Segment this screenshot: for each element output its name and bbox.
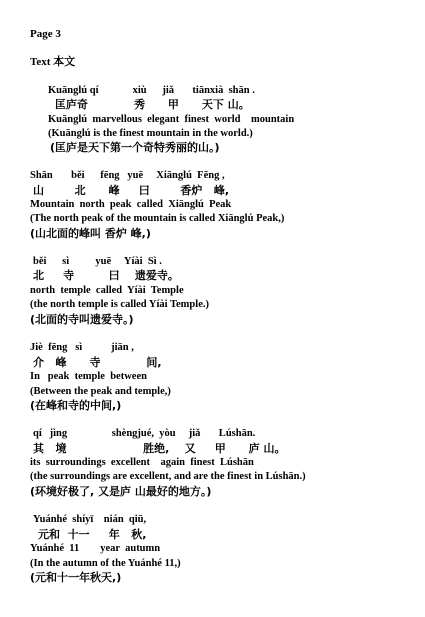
pinyin-line: Yuánhé shíyī nián qiū, <box>33 514 147 525</box>
chinese-line: 其 境 胜绝, 又 甲 庐 山。 <box>33 442 286 455</box>
section-label: Text 本文 <box>30 56 76 68</box>
translation-line: (Kuānglú is the finest mountain in the world.) <box>48 128 253 139</box>
chinese-line: 匡庐奇 秀 甲 天下 山。 <box>55 98 250 111</box>
chinese-note-line: (环境好极了, 又是庐 山最好的地方。) <box>30 485 212 498</box>
pinyin-line: běi sì yuē Yíài Sì . <box>33 256 162 267</box>
chinese-line: 山 北 峰 曰 香炉 峰, <box>33 184 230 197</box>
translation-line: (the surroundings are excellent, and are the finest in Lúshān.) <box>30 471 306 482</box>
english-gloss-line: Kuānglú marvellous elegant finest world mountain <box>48 114 295 125</box>
translation-line: (The north peak of the mountain is called Xiānglú Peak,) <box>30 213 285 224</box>
pinyin-line: Shān běi fēng yuē Xiānglú Fēng , <box>30 170 225 181</box>
chinese-line: 介 峰 寺 间, <box>33 356 162 369</box>
translation-line: (In the autumn of the Yuánhé 11,) <box>30 558 181 569</box>
english-gloss-line: Mountain north peak called Xiānglú Peak <box>30 199 232 210</box>
chinese-note-line: (匡庐是天下第一个奇特秀丽的山。) <box>50 141 220 154</box>
chinese-note-line: (北面的寺叫遗爱寺。) <box>30 313 134 326</box>
chinese-line: 元和 十一 年 秋, <box>38 528 147 541</box>
chinese-note-line: (山北面的峰叫 香炉 峰,) <box>30 227 151 240</box>
chinese-note-line: (元和十一年秋天,) <box>30 571 122 584</box>
pinyin-line: qí jìng shèngjué, yòu jiǎ Lúshān. <box>33 428 256 439</box>
translation-line: (the north temple is called Yíài Temple.) <box>30 299 209 310</box>
translation-line: (Between the peak and temple,) <box>30 386 171 397</box>
chinese-note-line: (在峰和寺的中间,) <box>30 399 122 412</box>
pinyin-line: Jiè fēng sì jiān , <box>30 342 134 353</box>
english-gloss-line: In peak temple between <box>30 371 147 382</box>
english-gloss-line: north temple called Yíài Temple <box>30 285 184 296</box>
pinyin-line: Kuānglú qí xiù jiǎ tiānxià shān . <box>48 85 255 96</box>
page-label: Page 3 <box>30 28 61 40</box>
english-gloss-line: its surroundings excellent again finest Lúshān <box>30 457 254 468</box>
english-gloss-line: Yuánhé 11 year autumn <box>30 543 161 554</box>
chinese-line: 北 寺 曰 遗爱寺。 <box>33 269 179 282</box>
